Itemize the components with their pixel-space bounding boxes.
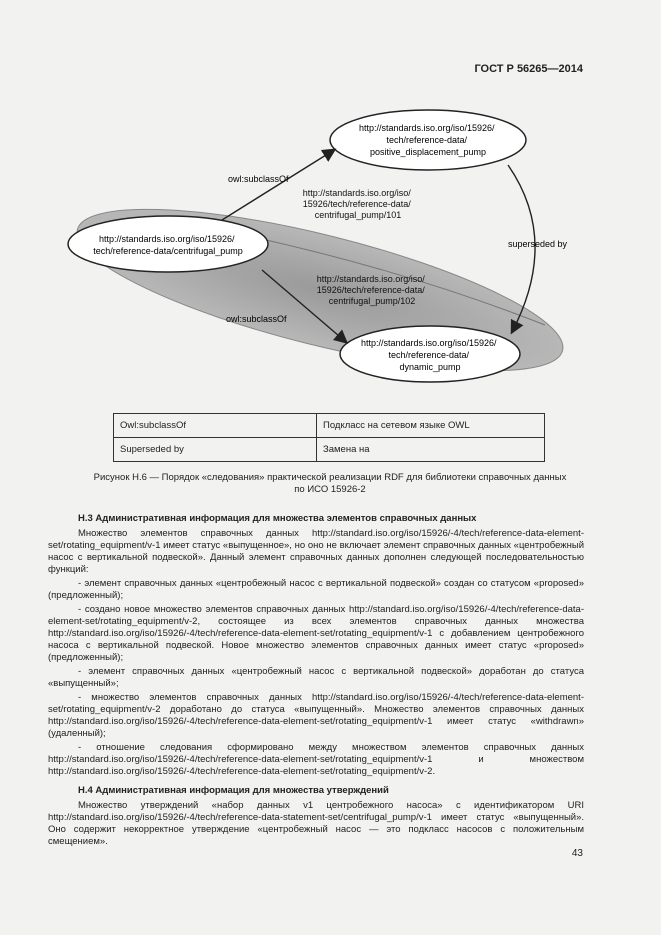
edge-superseded-label: superseded by (508, 239, 568, 249)
version-101-line1: http://standards.iso.org/iso/ (302, 188, 411, 198)
node-centrifugal-pump (68, 216, 268, 272)
section-h4-body (48, 800, 584, 850)
figure-caption (60, 472, 600, 496)
paragraph: - элемент справочных данных «центробежный насос с вертикальной подвеской» доработан до статуса «выпущенный»; (48, 666, 584, 689)
section-h3-body (48, 528, 584, 780)
paragraph: Множество элементов справочных данных http://standard.iso.org/iso/15926/-4/tech/reference-data-element- set/rotating_equipment/v-1 имеет статус «выпущенное», но оно не включает элемент справочных данных «центробежный насос с вертикальной подвеской». Данный элемент справочных данных дополнен следующей последовательностью функций: (48, 528, 584, 575)
paragraph: - отношение следования сформировано между множеством элементов справочных данных http://standard.iso.org/iso/15926/-4/tech/reference-data-element-set/rotating_equipment/v-1 и множеством http://standard.iso.org/iso/15926/-4/tech/reference-data-element-set/rotating_equipment/v-2. (48, 742, 584, 777)
legend-term: Owl:subclassOf (114, 414, 317, 438)
section-h3-title: Н.3 Административная информация для множества элементов справочных данных (78, 513, 477, 524)
legend-meaning: Замена на (317, 438, 545, 462)
paragraph: Множество утверждений «набор данных v1 центробежного насоса» с идентификатором URI http://standard.iso.org/iso/15926/-4/tech/reference-data-statement-set/centrifugal_pump/v-1 имеет статус «выпущенный». Оно содержит некорректное утверждение «центробежный насос — это подкласс насосов с положительным смещением». (48, 800, 584, 847)
legend-row (114, 438, 545, 462)
node-positive-line3: positive_displacement_pump (369, 147, 487, 157)
legend-meaning: Подкласс на сетевом языке OWL (317, 414, 545, 438)
legend-row (114, 414, 545, 438)
node-positive-line1: http://standards.iso.org/iso/15926/ (358, 123, 495, 133)
node-dynamic-line1: http://standards.iso.org/iso/15926/ (360, 338, 497, 348)
edge-subclass-top-label: owl:subclassOf (228, 174, 289, 184)
legend-table (113, 413, 545, 462)
svg-text:http://standards.iso.org/iso/ (303, 188, 414, 220)
page-number: 43 (571, 848, 583, 859)
legend-term: Superseded by (114, 438, 317, 462)
version-101-line2: 15926/tech/reference-data/ (302, 199, 411, 209)
version-102-line2: 15926/tech/reference-data/ (316, 285, 425, 295)
version-101-line3: centrifugal_pump/101 (314, 210, 402, 220)
version-102-line3: centrifugal_pump/102 (328, 296, 416, 306)
section-h4-title: Н.4 Административная информация для множества утверждений (78, 785, 389, 796)
node-centrifugal-line2: tech/reference-data/centrifugal_pump (93, 246, 243, 256)
figure-caption-line1: Рисунок Н.6 — Порядок «следования» практической реализации RDF для библиотеки справочных данных (93, 472, 567, 483)
node-dynamic-line3: dynamic_pump (399, 362, 461, 372)
node-positive-line2: tech/reference-data/ (386, 135, 468, 145)
paragraph: - элемент справочных данных «центробежный насос с вертикальной подвеской» создан со статусом «proposed» (предложенный); (48, 578, 584, 601)
edge-subclass-bottom-label: owl:subclassOf (226, 314, 287, 324)
svg-text:http://standards.iso.org/iso/ (317, 274, 428, 306)
paragraph: - создано новое множество элементов справочных данных http://standard.iso.org/iso/15926/-4/tech/reference-data-element-set/rotating_equipment/v-2, состоящее из всех элементов справочных данных множества http://standard.iso.org/iso/15926/-4/tech/reference-data-element-set/rotating_equipment/v-1 с добавлением центробежного насоса с вертикальной подвеской. Новое множество элементов справочных данных имеет статус «proposed» (предложенный); (48, 604, 584, 663)
version-102-line1: http://standards.iso.org/iso/ (316, 274, 425, 284)
node-dynamic-line2: tech/reference-data/ (388, 350, 470, 360)
node-centrifugal-line1: http://standards.iso.org/iso/15926/ (98, 234, 235, 244)
rdf-diagram (0, 0, 661, 400)
figure-caption-line2: по ИСО 15926-2 (294, 484, 366, 495)
document-id: ГОСТ Р 56265—2014 (474, 63, 583, 75)
paragraph: - множество элементов справочных данных http://standard.iso.org/iso/15926/-4/tech/reference-data-element-set/rotating_equipment/v-2 доработано до статуса «выпущенный». Множество элементов справочных данных http://standard.iso.org/iso/15926/-4/tech/reference-data-element-set/rotating_equipment/v-1 имеет статус «withdrawn» (удаленный); (48, 692, 584, 739)
